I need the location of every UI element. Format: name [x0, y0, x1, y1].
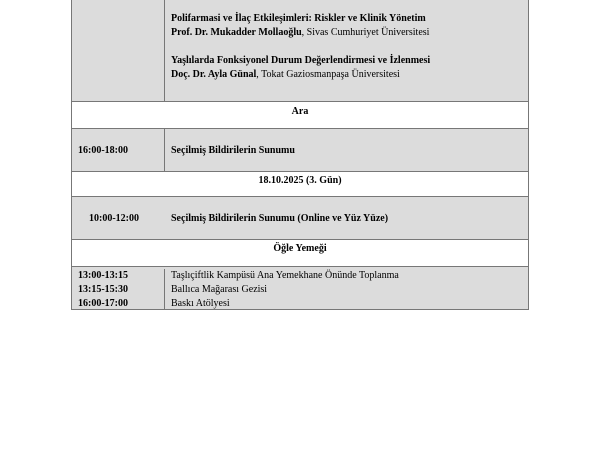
session-row-talks: [71, 0, 529, 102]
talk2-speaker: Doç. Dr. Ayla Günal: [171, 69, 257, 80]
schedule-time: 13:00-13:15: [78, 270, 128, 281]
lunch-label: Öğle Yemeği: [273, 243, 327, 254]
schedule-item: Baskı Atölyesi: [171, 298, 230, 309]
time-cell-empty: [72, 0, 165, 101]
schedule-item: Ballıca Mağarası Gezisi: [171, 284, 268, 295]
day3-header: 18.10.2025 (3. Gün): [258, 175, 342, 186]
excursion-times: [72, 269, 165, 309]
program-table: [71, 0, 529, 310]
talk1-title: Polifarmasi ve İlaç Etkileşimleri: Riskler ve Klinik Yönetim: [171, 13, 426, 24]
title-1000: Seçilmiş Bildirilerin Sunumu (Online ve Yüz Yüze): [171, 212, 389, 224]
break-label: Ara: [291, 106, 309, 117]
schedule-time: 13:15-15:30: [78, 284, 128, 295]
excursion-row: [71, 267, 529, 310]
talk2-affiliation: , Tokat Gaziosmanpaşa Üniversitesi: [256, 69, 400, 80]
time-1000: 10:00-12:00: [89, 212, 139, 224]
talk1-affiliation: , Sivas Cumhuriyet Üniversitesi: [301, 27, 430, 38]
talk2-speaker-line: [171, 68, 528, 82]
schedule-time: 16:00-17:00: [78, 298, 128, 309]
title-1600: Seçilmiş Bildirilerin Sunumu: [171, 144, 295, 156]
talk1-speaker: Prof. Dr. Mukadder Mollaoğlu: [171, 27, 302, 38]
talk1-speaker-line: [171, 26, 528, 40]
talk2-title: Yaşlılarda Fonksiyonel Durum Değerlendirmesi ve İzlenmesi: [171, 55, 431, 66]
talks-cell: [165, 0, 528, 101]
day3-header-row: [71, 172, 529, 197]
session-row-1600: [71, 129, 529, 172]
break-row: [71, 102, 529, 129]
schedule-item: Taşlıçiftlik Kampüsü Ana Yemekhane Önünde Toplanma: [171, 270, 399, 281]
time-1600: 16:00-18:00: [72, 129, 165, 171]
lunch-row: [71, 240, 529, 267]
excursion-items: [165, 269, 528, 309]
session-row-1000: [71, 197, 529, 240]
